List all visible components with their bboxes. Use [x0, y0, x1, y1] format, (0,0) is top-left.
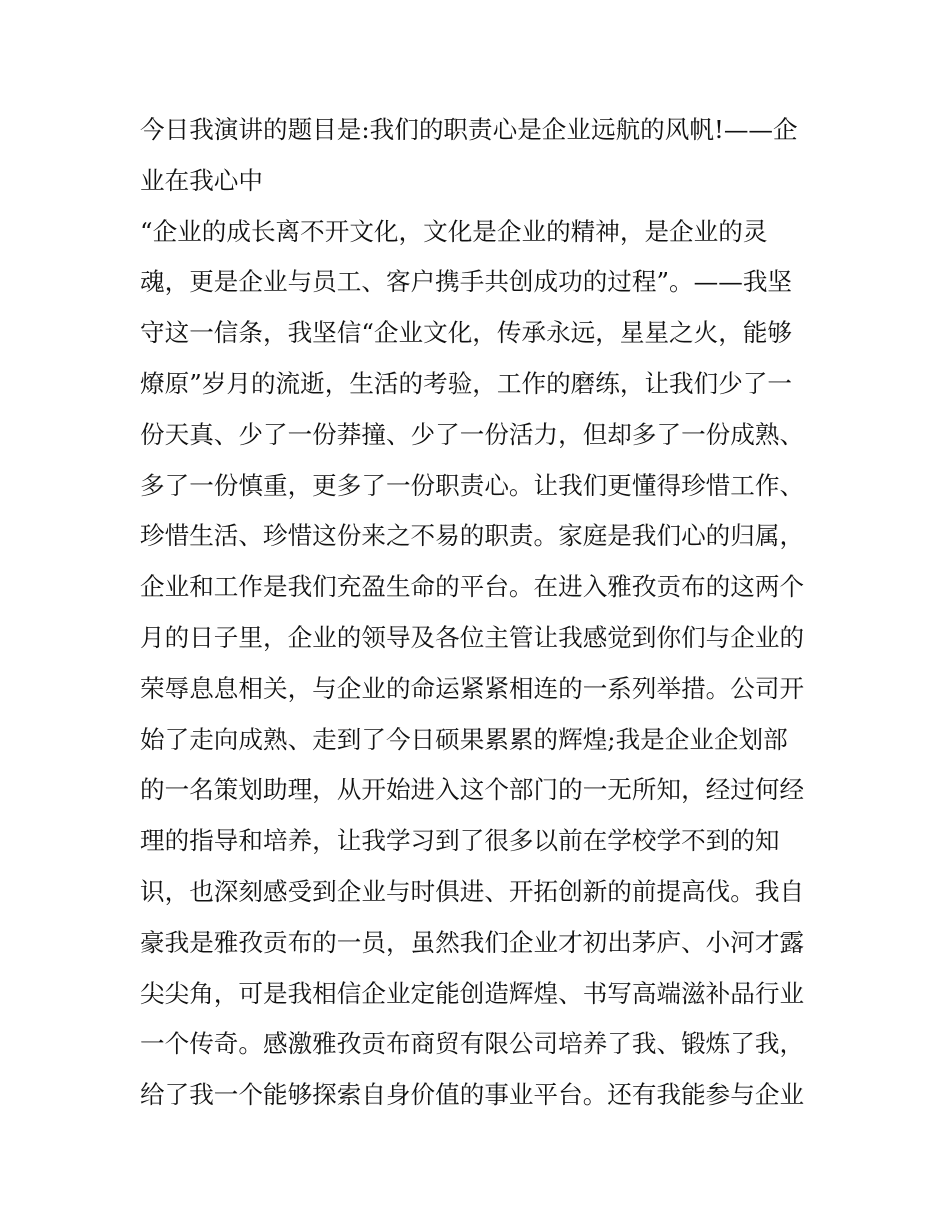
text-line: 月的日子里，企业的领导及各位主管让我感觉到你们与企业的: [140, 622, 805, 652]
text-line: “企业的成长离不开文化，文化是企业的精神，是企业的灵: [140, 216, 768, 246]
text-line: 今日我演讲的题目是:我们的职责心是企业远航的风帆!——企: [140, 115, 798, 144]
text-line: 多了一份慎重，更多了一份职责心。让我们更懂得珍惜工作、: [140, 470, 805, 500]
text-line: 企业和工作是我们充盈生命的平台。在进入雅孜贡布的这两个: [140, 572, 805, 602]
body-text: [140, 105, 840, 1121]
text-line: 守这一信条，我坚信“企业文化，传承永远，星星之火，能够: [140, 318, 793, 348]
text-line: 理的指导和培养，让我学习到了很多以前在学校学不到的知: [140, 826, 780, 856]
text-line: 识，也深刻感受到企业与时俱进、开拓创新的前提高伐。我自: [140, 876, 805, 906]
text-line: 业在我心中: [140, 165, 263, 195]
text-line: 豪我是雅孜贡布的一员，虽然我们企业才初出茅庐、小河才露: [140, 927, 805, 957]
text-line: 一个传奇。感激雅孜贡布商贸有限公司培养了我、锻炼了我，: [140, 1029, 805, 1059]
text-line: 给了我一个能够探索自身价值的事业平台。还有我能参与企业: [140, 1080, 805, 1110]
text-line: 的一名策划助理，从开始进入这个部门的一无所知，经过何经: [140, 775, 805, 805]
text-line: 燎原”岁月的流逝，生活的考验，工作的磨练，让我们少了一: [140, 368, 793, 398]
text-line: 尖尖角，可是我相信企业定能创造辉煌、书写高端滋补品行业: [140, 978, 805, 1008]
text-line: 荣辱息息相关，与企业的命运紧紧相连的一系列举措。公司开: [140, 673, 805, 703]
text-line: 始了走向成熟、走到了今日硕果累累的辉煌;我是企业企划部: [140, 724, 788, 754]
text-line: 份天真、少了一份莽撞、少了一份活力，但却多了一份成熟、: [140, 419, 805, 449]
text-line: 魂，更是企业与员工、客户携手共创成功的过程”。——我坚: [140, 267, 793, 297]
text-line: 珍惜生活、珍惜这份来之不易的职责。家庭是我们心的归属，: [140, 521, 805, 551]
